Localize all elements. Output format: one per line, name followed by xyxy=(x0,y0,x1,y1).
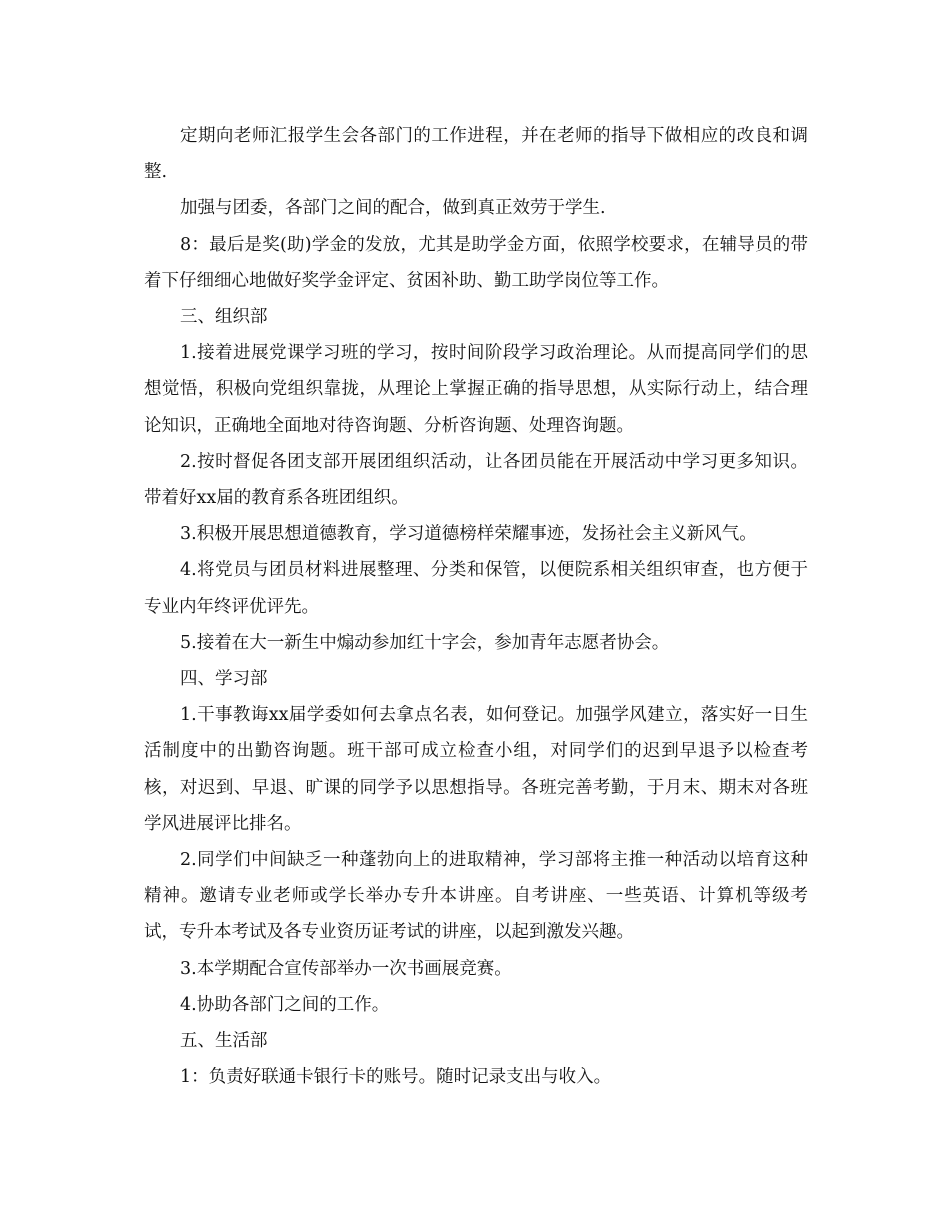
heading-study-dept: 四、学习部 xyxy=(180,669,268,690)
paragraph-org-item-4: 4.将党员与团员材料进展整理、分类和保管，以便院系相关组织审查，也方便于专业内年终评优评先。 xyxy=(144,560,808,617)
paragraph-cooperation: 加强与团委，各部门之间的配合，做到真正效劳于学生. xyxy=(180,198,606,219)
paragraph-report-progress: 定期向老师汇报学生会各部门的工作进程，并在老师的指导下做相应的改良和调整. xyxy=(144,126,808,183)
paragraph-org-item-5: 5.接着在大一新生中煽动参加红十字会，参加青年志愿者协会。 xyxy=(180,632,670,653)
heading-organization-dept: 三、组织部 xyxy=(180,307,268,328)
heading-life-dept: 五、生活部 xyxy=(180,1031,268,1052)
document-body xyxy=(144,118,808,1095)
paragraph-life-item-1: 1：负责好联通卡银行卡的账号。随时记录支出与收入。 xyxy=(180,1067,612,1088)
paragraph-scholarship: 8：最后是奖(助)学金的发放，尤其是助学金方面，依照学校要求，在辅导员的带着下仔细细心地做好奖学金评定、贫困补助、勤工助学岗位等工作。 xyxy=(144,234,808,291)
paragraph-org-item-2: 2.按时督促各团支部开展团组织活动，让各团员能在开展活动中学习更多知识。带着好xx届的教育系各班团组织。 xyxy=(144,451,808,509)
paragraph-study-item-2: 2.同学们中间缺乏一种蓬勃向上的进取精神，学习部将主推一种活动以培育这种精神。邀请专业老师或学长举办专升本讲座。自考讲座、一些英语、计算机等级考试，专升本考试及各专业资历证考试的讲座，以起到激发兴趣。 xyxy=(144,850,808,943)
paragraph-org-item-1: 1.接着进展党课学习班的学习，按时间阶段学习政治理论。从而提高同学们的思想觉悟，积极向党组织靠拢，从理论上掌握正确的指导思想，从实际行动上，结合理论知识，正确地全面地对待咨询题、分析咨询题、处理咨询题。 xyxy=(144,343,808,436)
paragraph-study-item-4: 4.协助各部门之间的工作。 xyxy=(180,994,390,1015)
paragraph-study-item-3: 3.本学期配合宣传部举办一次书画展竞赛。 xyxy=(180,958,512,979)
paragraph-study-item-1: 1.干事教诲xx届学委如何去拿点名表，如何登记。加强学风建立，落实好一日生活制度中的出勤咨询题。班干部可成立检查小组，对同学们的迟到早退予以检查考核，对迟到、早退、旷课的同学予以思想指导。各班完善考勤，于月末、期末对各班学风进展评比排名。 xyxy=(144,705,808,834)
paragraph-org-item-3: 3.积极开展思想道德教育，学习道德榜样荣耀事迹，发扬社会主义新风气。 xyxy=(180,524,757,545)
